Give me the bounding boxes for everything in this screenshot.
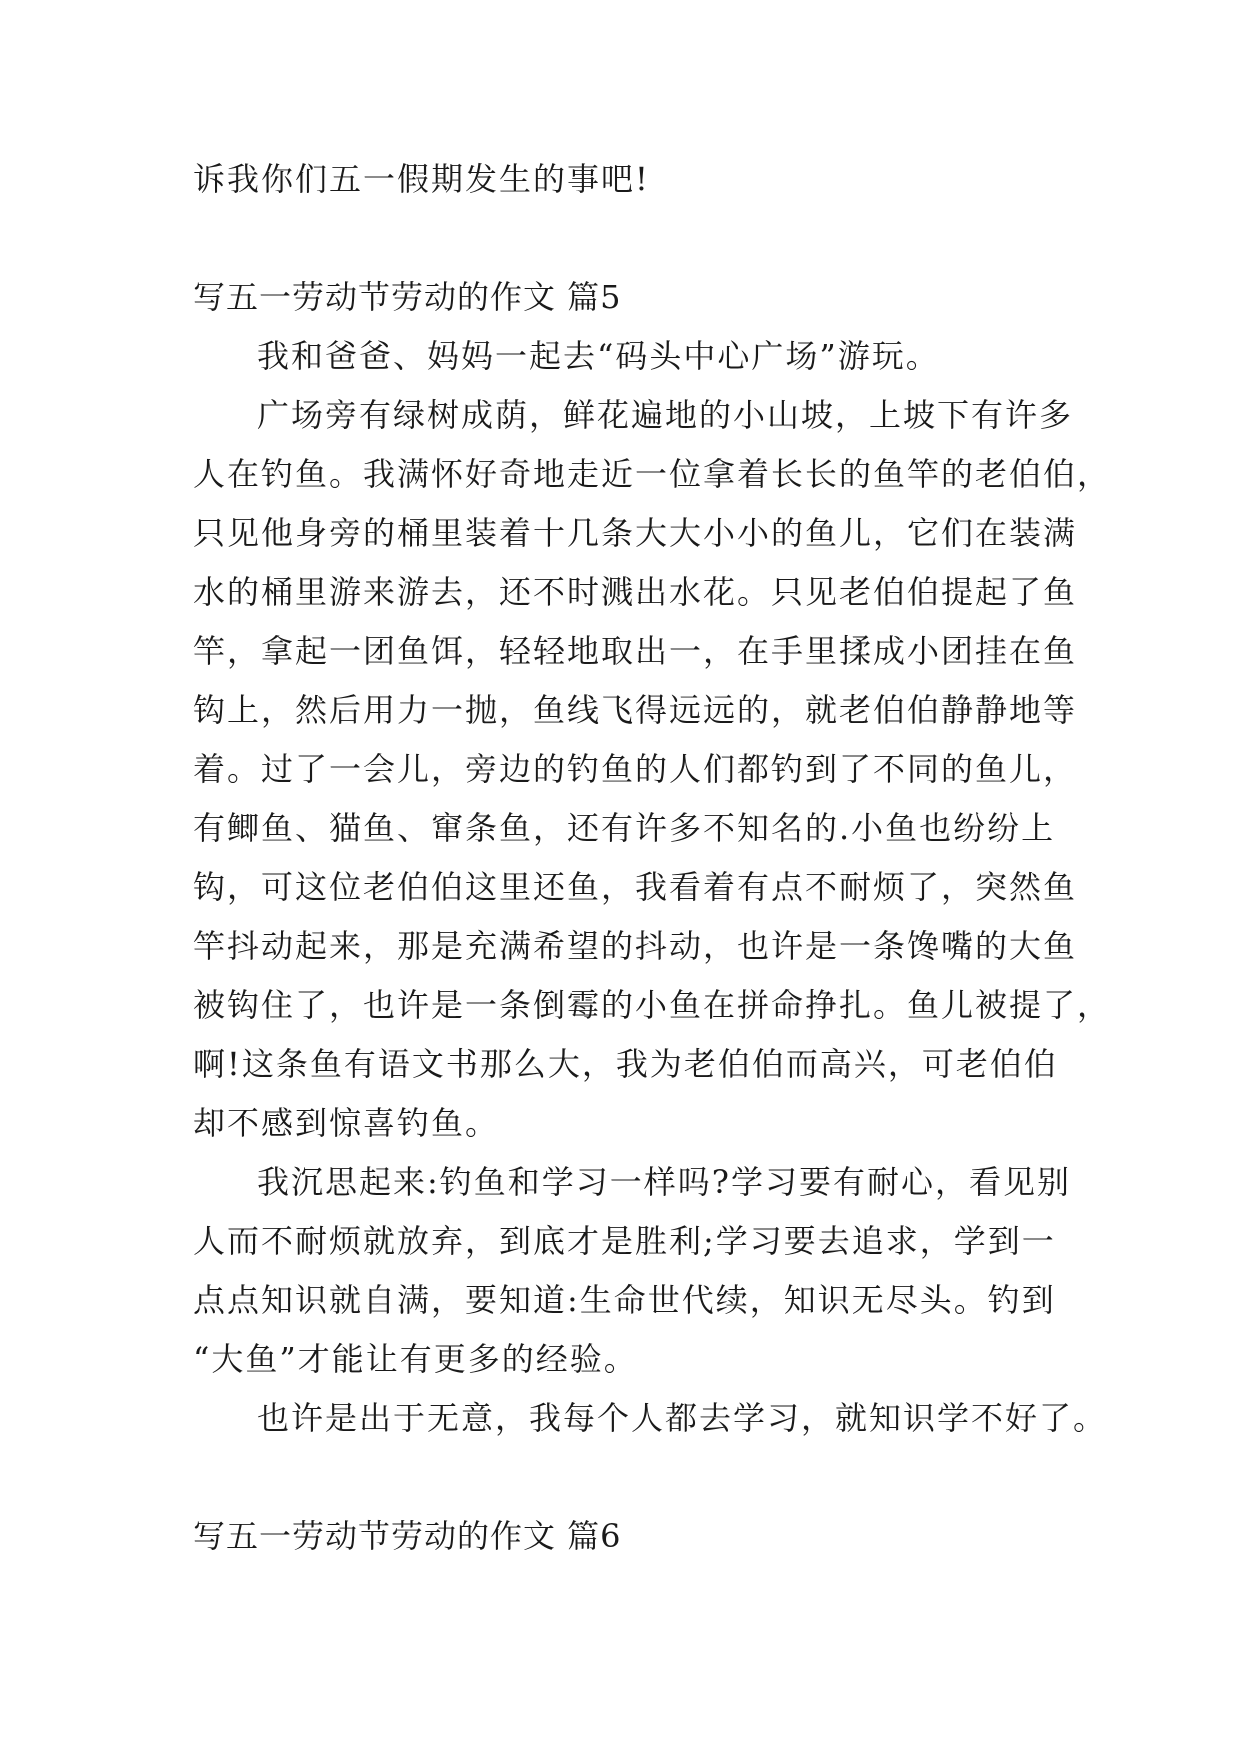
paragraph-1 [193,327,1055,386]
paragraph-line: 钩上，然后用力一抛，鱼线飞得远远的，就老伯伯静静地等 [193,691,1078,729]
paragraph-2 [193,386,1112,1153]
paragraph-line: 竿，拿起一团鱼饵，轻轻地取出一，在手里揉成小团挂在鱼 [193,632,1078,670]
paragraph-line: 我和爸爸、妈妈一起去“码头中心广场”游玩。 [257,337,940,375]
paragraph-line: 有鲫鱼、猫鱼、窜条鱼，还有许多不知名的.小鱼也纷纷上 [193,809,1056,847]
paragraph-line: 人在钓鱼。我满怀好奇地走近一位拿着长长的鱼竿的老伯伯， [193,455,1112,493]
paragraph-line: 啊!这条鱼有语文书那么大，我为老伯伯而高兴，可老伯伯 [193,1045,1058,1083]
paragraph-line: 人而不耐烦就放弃，到底才是胜利;学习要去追求，学到一 [193,1222,1056,1260]
paragraph-line: 着。过了一会儿，旁边的钓鱼的人们都钓到了不同的鱼儿， [193,750,1078,788]
section-6-heading: 写五一劳动节劳动的作文 篇6 [193,1517,622,1555]
paragraph-line: 我沉思起来:钓鱼和学习一样吗?学习要有耐心，看见别 [257,1163,1071,1201]
paragraph-line: 竿抖动起来，那是充满希望的抖动，也许是一条馋嘴的大鱼 [193,927,1078,965]
paragraph-line: 被钩住了，也许是一条倒霉的小鱼在拼命挣扎。鱼儿被提了， [193,986,1112,1024]
paragraph-line: 却不感到惊喜钓鱼。 [193,1104,500,1142]
spacer [193,1448,1055,1507]
paragraph-4 [193,1389,1108,1448]
document-page [193,150,1112,1566]
paragraph-line: 水的桶里游来游去，还不时溅出水花。只见老伯伯提起了鱼 [193,573,1078,611]
paragraph-line: 广场旁有绿树成荫，鲜花遍地的小山坡，上坡下有许多 [257,396,1074,434]
paragraph-3 [193,1153,1071,1389]
paragraph-line: “大鱼”才能让有更多的经验。 [193,1340,638,1378]
paragraph-line: 也许是出于无意，我每个人都去学习，就知识学不好了。 [257,1399,1108,1437]
paragraph-line: 只见他身旁的桶里装着十几条大大小小的鱼儿，它们在装满 [193,514,1078,552]
paragraph-line: 点点知识就自满，要知道:生命世代续，知识无尽头。钓到 [193,1281,1056,1319]
spacer [193,209,1055,268]
section-5-heading: 写五一劳动节劳动的作文 篇5 [193,278,622,316]
intro-line: 诉我你们五一假期发生的事吧! [193,160,650,198]
paragraph-line: 钩，可这位老伯伯这里还鱼，我看着有点不耐烦了，突然鱼 [193,868,1078,906]
